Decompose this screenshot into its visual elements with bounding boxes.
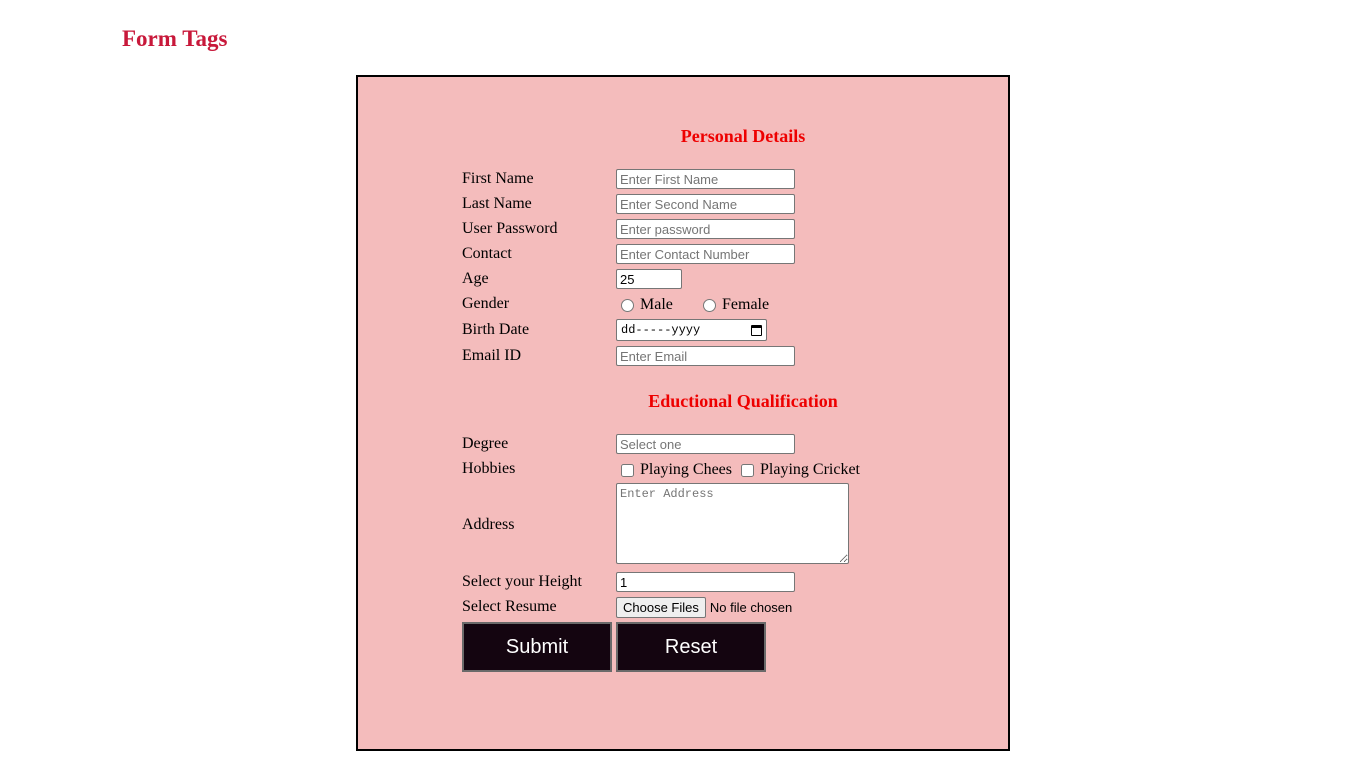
gender-option-female[interactable] <box>703 295 769 315</box>
personal-details-heading: Personal Details <box>680 126 806 146</box>
degree-label: Degree <box>462 435 509 452</box>
address-textarea[interactable] <box>616 483 849 564</box>
cricket-checkbox-label: Playing Cricket <box>760 461 860 478</box>
address-label: Address <box>462 516 515 533</box>
page-title: Form Tags <box>122 26 228 51</box>
resume-label: Select Resume <box>462 598 557 615</box>
male-radio[interactable] <box>621 299 634 312</box>
registration-form <box>356 75 1010 751</box>
email-input[interactable] <box>616 346 795 366</box>
height-label: Select your Height <box>462 573 582 590</box>
contact-label: Contact <box>462 245 512 262</box>
last-name-input[interactable] <box>616 194 795 214</box>
choose-files-button[interactable]: Choose Files <box>616 597 706 618</box>
contact-input[interactable] <box>616 244 795 264</box>
resume-file-input <box>616 597 792 618</box>
birth-date-label: Birth Date <box>462 321 530 338</box>
education-heading: Eductional Qualification <box>648 391 838 411</box>
email-label: Email ID <box>462 347 522 364</box>
age-label: Age <box>462 270 489 287</box>
male-radio-label: Male <box>640 296 673 313</box>
birth-date-input[interactable] <box>616 319 767 341</box>
submit-button[interactable]: Submit <box>462 622 612 672</box>
file-status: No file chosen <box>709 600 793 615</box>
reset-button[interactable]: Reset <box>616 622 766 672</box>
birth-date-placeholder: dd-----yyyy <box>621 323 701 337</box>
calendar-icon[interactable] <box>751 325 762 336</box>
cricket-checkbox[interactable] <box>741 464 754 477</box>
chess-checkbox-label: Playing Chees <box>640 461 732 478</box>
age-input[interactable] <box>616 269 682 289</box>
degree-input[interactable] <box>616 434 795 454</box>
gender-label: Gender <box>462 295 510 312</box>
gender-option-male[interactable] <box>621 295 673 315</box>
last-name-label: Last Name <box>462 195 532 212</box>
password-input[interactable] <box>616 219 795 239</box>
chess-checkbox[interactable] <box>621 464 634 477</box>
hobby-option-chess[interactable] <box>621 460 732 480</box>
hobby-option-cricket[interactable] <box>741 460 860 480</box>
first-name-input[interactable] <box>616 169 795 189</box>
password-label: User Password <box>462 220 558 237</box>
height-input[interactable] <box>616 572 795 592</box>
hobbies-label: Hobbies <box>462 460 516 477</box>
female-radio[interactable] <box>703 299 716 312</box>
female-radio-label: Female <box>722 296 770 313</box>
first-name-label: First Name <box>462 170 534 187</box>
